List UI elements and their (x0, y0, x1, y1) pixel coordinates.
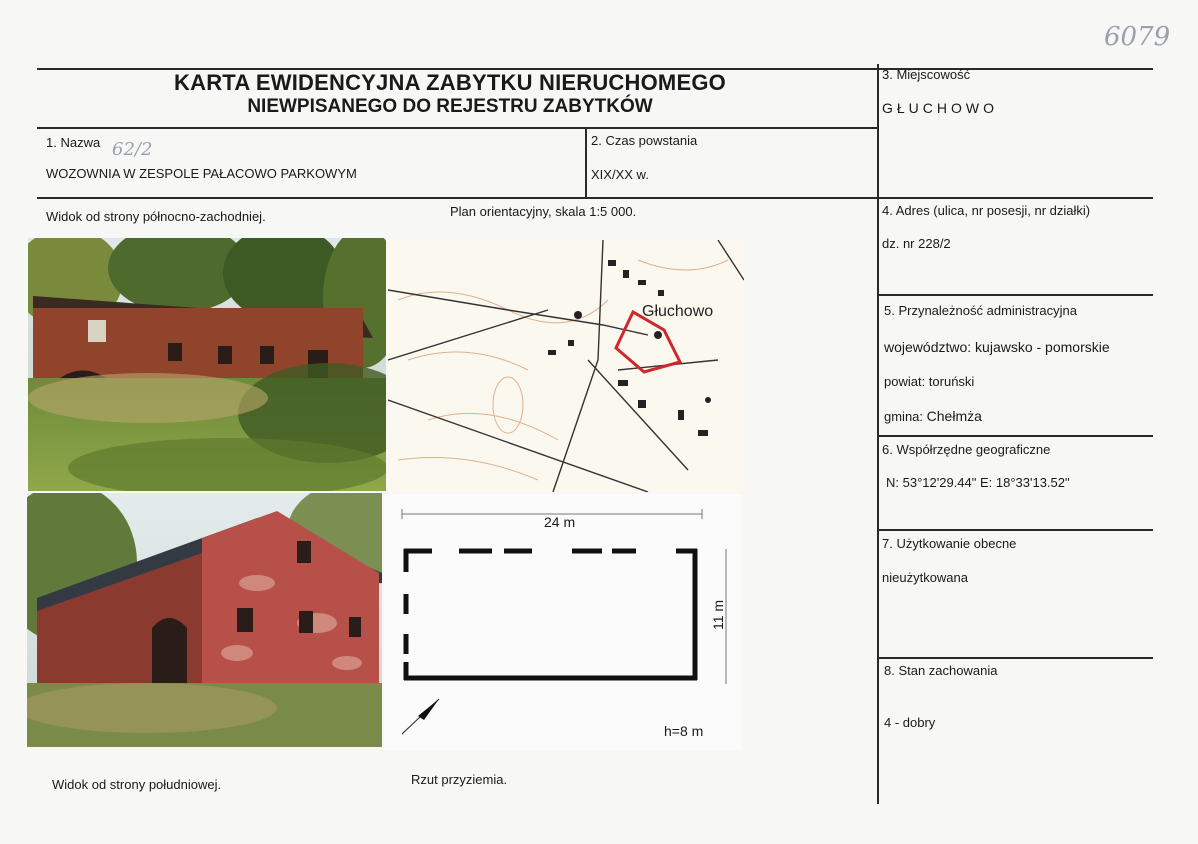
field-locality-label: 3. Miejscowość (882, 67, 971, 82)
field-address-value: dz. nr 228/2 (882, 236, 951, 251)
card-title: KARTA EWIDENCYJNA ZABYTKU NIERUCHOMEGO (174, 70, 726, 95)
field-name-label: 1. Nazwa (46, 135, 101, 150)
field-admin-commune (884, 408, 982, 424)
field-admin-voivodeship: województwo: kujawsko - pomorskie (884, 339, 1110, 355)
field-coords-label: 6. Współrzędne geograficzne (882, 442, 1051, 457)
caption-photo-bottom: Widok od strony południowej. (52, 777, 222, 792)
field-date-value: XIX/XX w. (591, 167, 649, 182)
field-usage-value: nieużytkowana (882, 570, 968, 585)
plan-width-label: 24 m (544, 514, 576, 530)
photo-northwest-view (28, 238, 386, 491)
field-admin-county: powiat: toruński (884, 374, 975, 389)
location-map (388, 240, 744, 492)
plan-depth-label: 11 m (710, 599, 726, 630)
field-name-handwritten: 62/2 (112, 139, 153, 160)
field-coords-value: N: 53°12'29.44" E: 18°33'13.52" (886, 475, 1070, 490)
caption-map: Plan orientacyjny, skala 1:5 000. (450, 204, 637, 219)
field-date-label: 2. Czas powstania (591, 133, 698, 148)
card-subtitle: NIEWPISANEGO DO REJESTRU ZABYTKÓW (247, 96, 653, 117)
ground-floor-plan (384, 494, 742, 750)
field-address-label: 4. Adres (ulica, nr posesji, nr działki) (882, 203, 1091, 218)
field-admin-label: 5. Przynależność administracyjna (884, 303, 1077, 318)
field-locality-value: GŁUCHOWO (882, 100, 998, 116)
right-column-divider (877, 64, 879, 804)
field-name-value: WOZOWNIA W ZESPOLE PAŁACOWO PARKOWYM (46, 166, 357, 181)
plan-height-label: h=8 m (664, 723, 704, 739)
caption-photo-top: Widok od strony północno-zachodniej. (46, 209, 266, 224)
caption-plan: Rzut przyziemia. (411, 772, 508, 787)
field-usage-label: 7. Użytkowanie obecne (882, 536, 1017, 551)
field-condition-label: 8. Stan zachowania (884, 663, 998, 678)
page-number-handwritten: 6079 (1104, 22, 1171, 52)
field-condition-value: 4 - dobry (884, 715, 936, 730)
map-place-label: Głuchowo (642, 303, 714, 320)
commune-label: gmina: (884, 409, 924, 424)
photo-south-view (27, 493, 382, 747)
commune-value: Chełmża (926, 408, 982, 424)
